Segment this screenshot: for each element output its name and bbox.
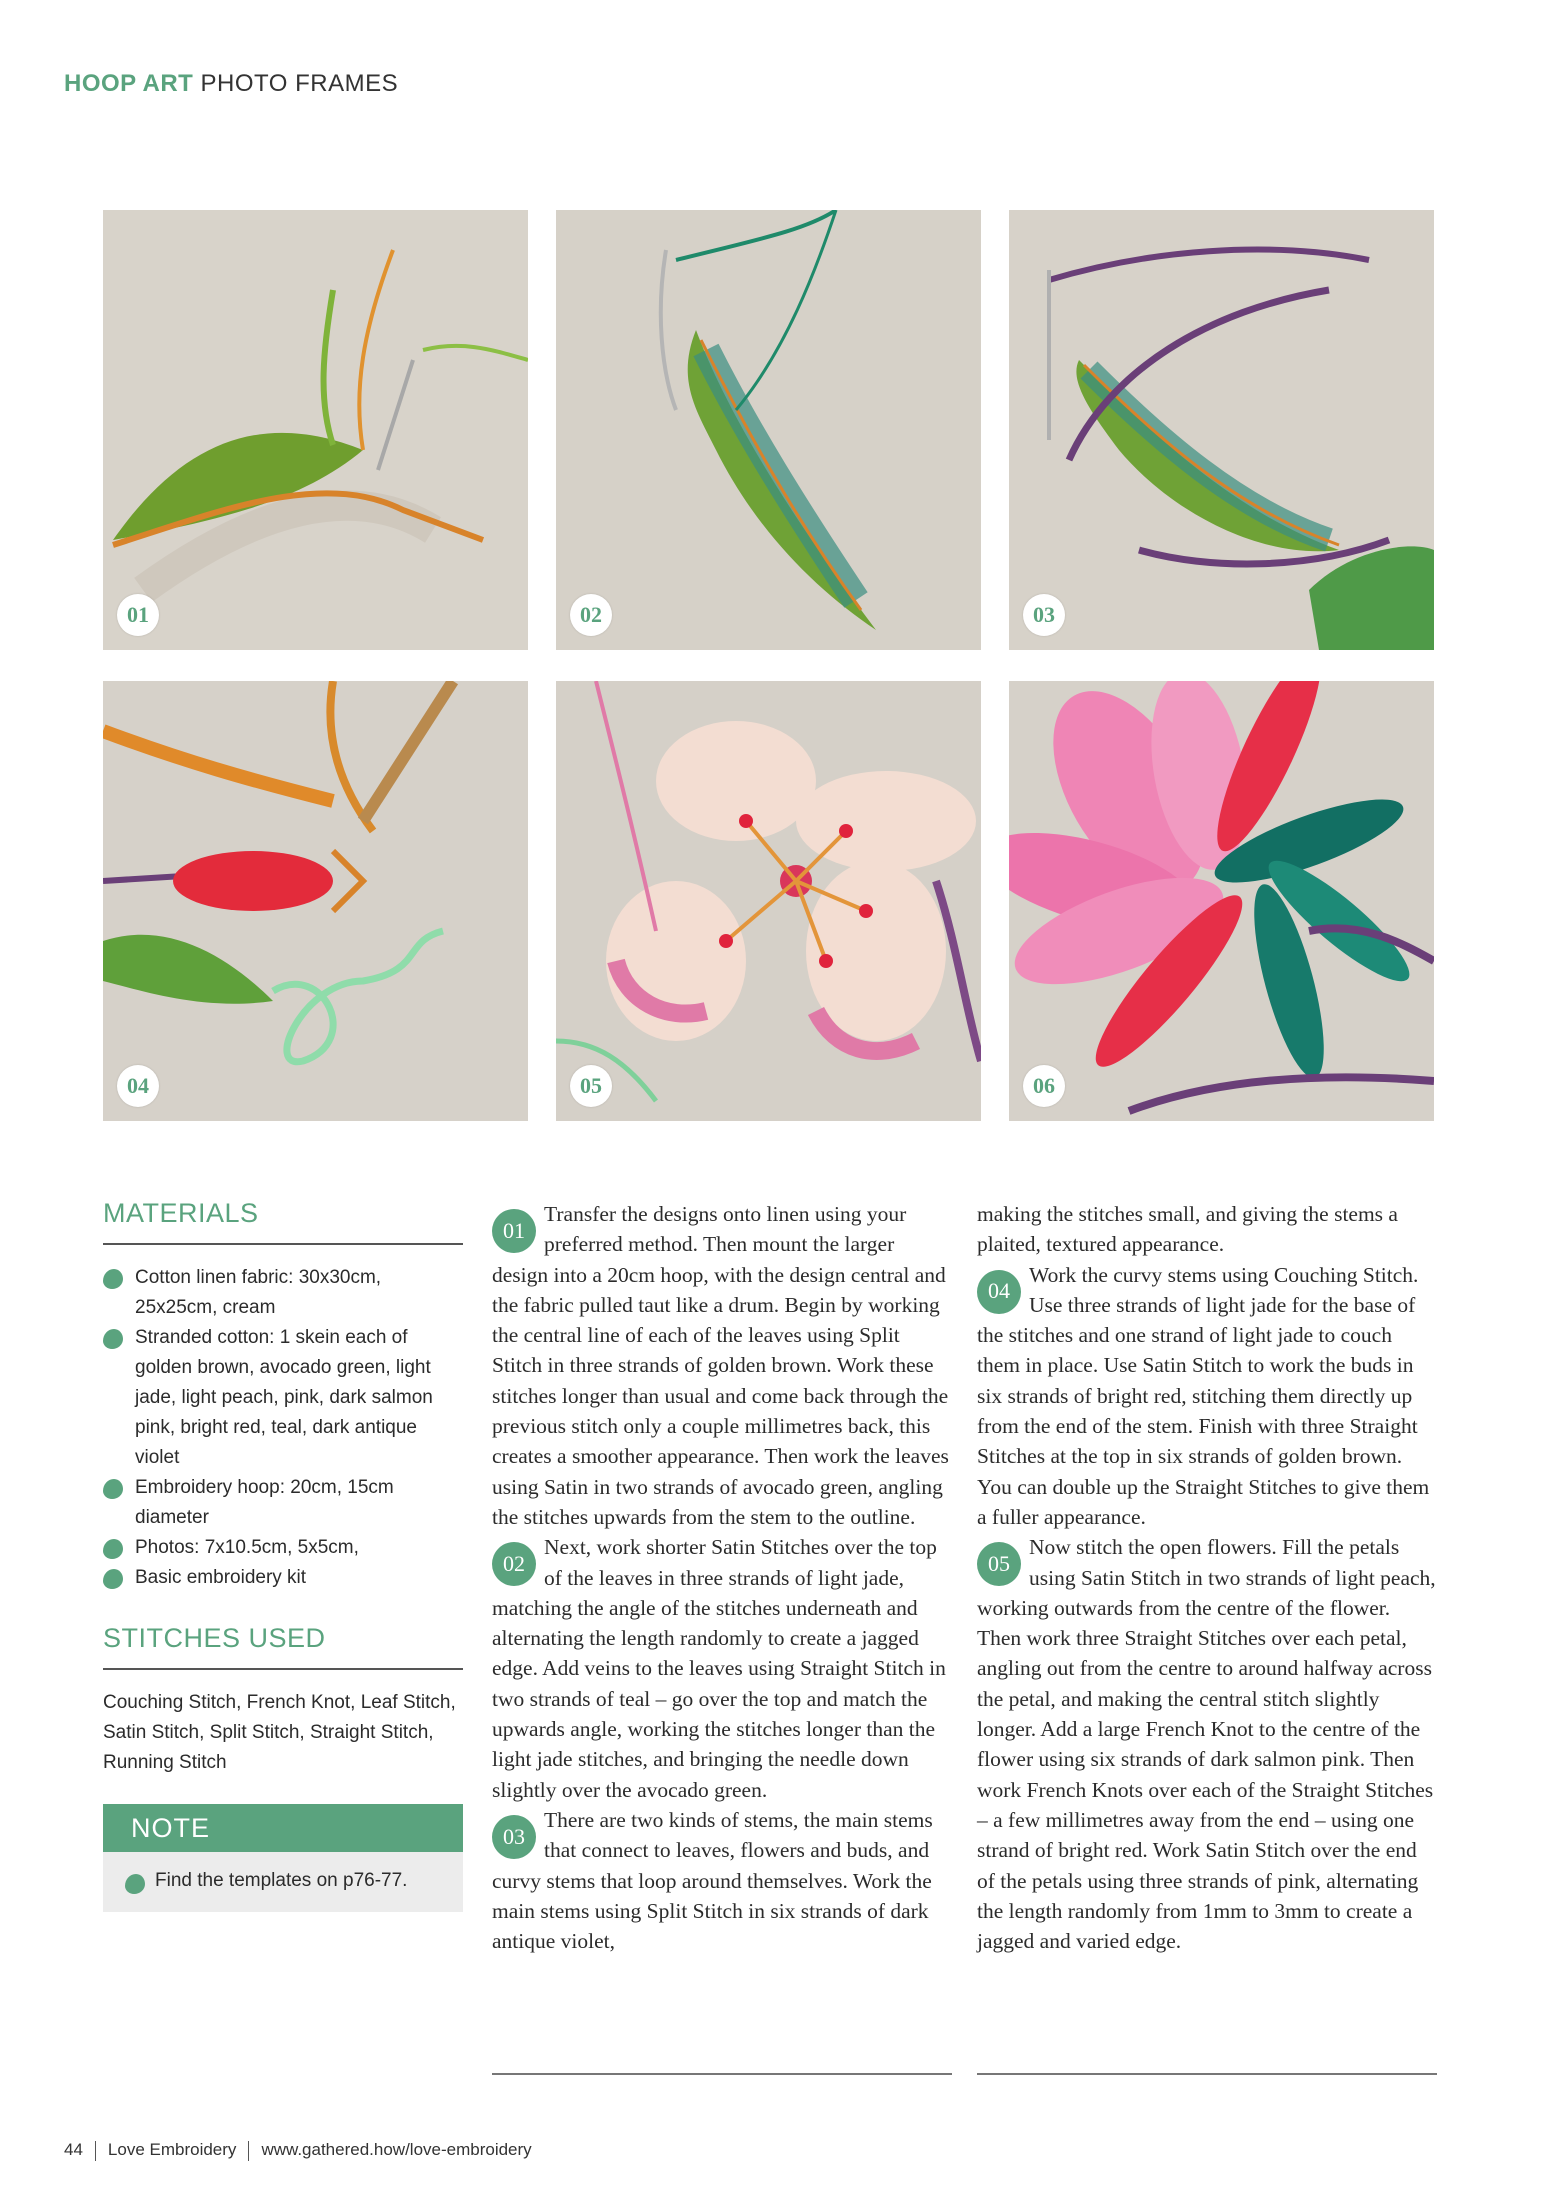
- photo-05-image: [556, 681, 981, 1121]
- step-paragraph: 02 Next, work shorter Satin Stitches over the top of the leaves in three strands of light jade, matching the angle of the stitches underneath and alternating the length randomly to create a jagged edge. Add veins to the leaves using Straight Stitch in two strands of teal – go over the top and match the upwards angle, working the stitches longer than the light jade stitches, and bringing the needle down slightly over the avocado green.: [492, 1535, 946, 1802]
- photo-step-02: [556, 210, 981, 650]
- photo-step-04: [103, 681, 528, 1121]
- header-accent: HOOP ART: [64, 70, 194, 97]
- column-2-rule: [977, 2073, 1437, 2075]
- step-paragraph: 03 There are two kinds of stems, the main stems that connect to leaves, flowers and buds, and curvy stems that loop around themselves. Work the main stems using Split Stitch in six strands of dark antique violet,: [492, 1807, 933, 1954]
- step-paragraph: 04 Work the curvy stems using Couching Stitch. Use three strands of light jade for the base of the stitches and one strand of light jade to couch them in place. Use Satin Stitch to work the buds in six strands of bright red, stitching them directly up from the end of the stem. Finish with three Straight Stitches at the top in six strands of golden brown. You can double up the Straight Stitches to give them a fuller appearance.: [977, 1262, 1430, 1529]
- header-rest: PHOTO FRAMES: [200, 70, 399, 97]
- step-badge-06: 06: [1023, 1065, 1065, 1107]
- material-item: Stranded cotton: 1 skein each of golden brown, avocado green, light jade, light peach, pink, dark salmon pink, bright red, teal, dark antique violet: [103, 1323, 463, 1473]
- step-paragraph: 01 Transfer the designs onto linen using your preferred method. Then mount the larger design into a 20cm hoop, with the design central and the fabric pulled taut like a drum. Begin by working the central line of each of the leaves using Split Stitch in three strands of golden brown. Work these stitches longer than usual and come back through the previous stitch only a couple millimetres back, this creates a smoother appearance. Then work the leaves using Satin in two strands of avocado green, angling the stitches upwards from the stem to the outline.: [492, 1202, 949, 1529]
- stitches-text: Couching Stitch, French Knot, Leaf Stitch, Satin Stitch, Split Stitch, Straight Stitch, Running Stitch: [103, 1692, 456, 1773]
- step-paragraph: 05 Now stitch the open flowers. Fill the petals using Satin Stitch in two strands of light peach, working outwards from the centre of the flower. Then work three Straight Stitches over each petal, angling out from the centre to around halfway across the petal, and making the central stitch slightly longer. Add a large French Knot to the centre of the flower using six strands of dark salmon pink. Then work French Knots over each of the Straight Stitches – a few millimetres away from the end – using one strand of bright red. Work Satin Stitch over the end of the petals using three strands of pink, alternating the length randomly from 1mm to 3mm to create a jagged and varied edge.: [977, 1535, 1436, 1954]
- photo-step-01: [103, 210, 528, 650]
- step-number-03: 03: [492, 1815, 536, 1859]
- photo-step-05: [556, 681, 981, 1121]
- step-number-05: 05: [977, 1542, 1021, 1586]
- footer-url[interactable]: www.gathered.how/love-embroidery: [261, 2140, 532, 2159]
- materials-title: MATERIALS: [103, 1198, 259, 1228]
- step-badge-03: 03: [1023, 594, 1065, 636]
- step-continuation: making the stitches small, and giving the stems a plaited, textured appearance.: [977, 1202, 1398, 1257]
- stitches-title: STITCHES USED: [103, 1623, 326, 1653]
- leaf-bullet-icon: [103, 1269, 123, 1289]
- leaf-bullet-icon: [103, 1569, 123, 1589]
- page-number: 44: [64, 2140, 83, 2159]
- leaf-bullet-icon: [103, 1329, 123, 1349]
- column-1-rule: [492, 2073, 952, 2075]
- step-number-02: 02: [492, 1542, 536, 1586]
- photo-step-06: [1009, 681, 1434, 1121]
- photo-03-image: [1009, 210, 1434, 650]
- photo-02-image: [556, 210, 981, 650]
- note-title: NOTE: [103, 1804, 463, 1852]
- footer-divider: [248, 2141, 249, 2161]
- materials-list: [103, 1263, 463, 1593]
- leaf-bullet-icon: [103, 1539, 123, 1559]
- material-item: Basic embroidery kit: [103, 1563, 463, 1593]
- photo-06-image: [1009, 681, 1434, 1121]
- material-item: Embroidery hoop: 20cm, 15cm diameter: [103, 1473, 463, 1533]
- step-number-01: 01: [492, 1209, 536, 1253]
- magazine-name: Love Embroidery: [107, 2140, 237, 2159]
- sidebar: [103, 1198, 463, 1912]
- photo-01-image: [103, 210, 528, 650]
- photo-step-03: [1009, 210, 1434, 650]
- material-item: Cotton linen fabric: 30x30cm, 25x25cm, cream: [103, 1263, 463, 1323]
- step-badge-02: 02: [570, 594, 612, 636]
- photo-04-image: [103, 681, 528, 1121]
- stitches-rule: [103, 1668, 463, 1670]
- note-text: Find the templates on p76-77.: [155, 1870, 408, 1891]
- materials-rule: [103, 1243, 463, 1245]
- step-number-04: 04: [977, 1270, 1021, 1314]
- note-box: [103, 1804, 463, 1912]
- step-badge-04: 04: [117, 1065, 159, 1107]
- step-badge-01: 01: [117, 594, 159, 636]
- leaf-bullet-icon: [103, 1479, 123, 1499]
- note-body: [103, 1852, 463, 1912]
- footer-divider: [95, 2141, 96, 2161]
- page-footer: [64, 2140, 532, 2161]
- leaf-bullet-icon: [125, 1874, 145, 1894]
- instructions-column-1: [492, 1199, 952, 1956]
- step-badge-05: 05: [570, 1065, 612, 1107]
- instructions-column-2: [977, 1199, 1437, 1956]
- page-header: [64, 70, 398, 98]
- material-item: Photos: 7x10.5cm, 5x5cm,: [103, 1533, 463, 1563]
